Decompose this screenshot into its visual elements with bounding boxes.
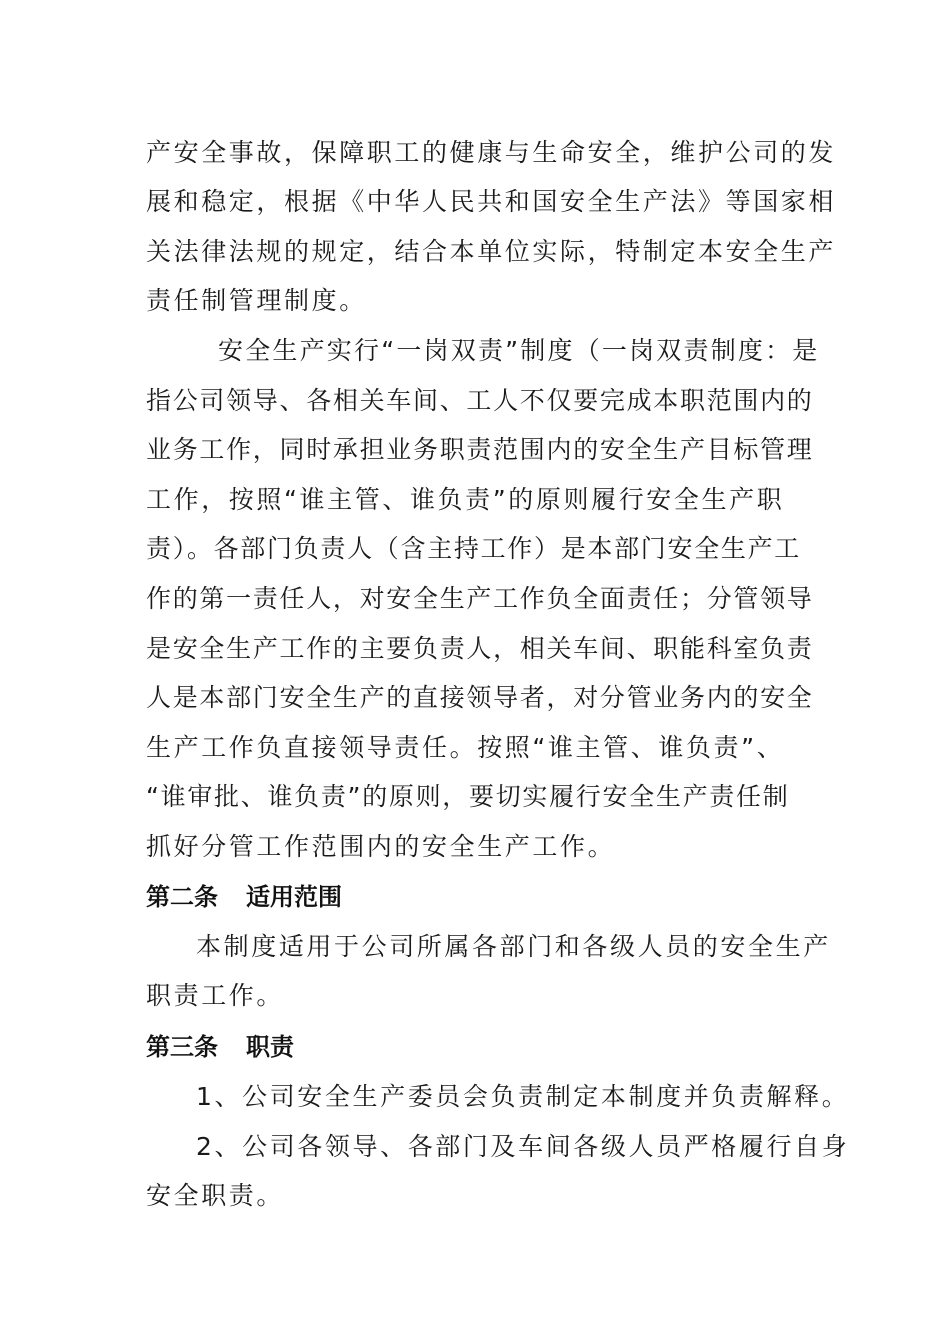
para2-line-11: 抓好分管工作范围内的安全生产工作。 [146,832,616,861]
para2-line-9: 生产工作负直接领导责任。按照“谁主管、谁负责”、 [146,733,785,762]
para2-line-5: 责）。各部门负责人（含主持工作）是本部门安全生产工 [146,534,802,563]
intro-line-3: 关法律法规的规定，结合本单位实际，特制定本安全生产 [146,237,837,266]
intro-line-1: 产安全事故，保障职工的健康与生命安全，维护公司的发 [146,138,837,167]
para2-line-1: 安全生产实行“一岗双责”制度（一岗双责制度：是 [218,336,820,365]
article3-title: 职责 [246,1033,294,1061]
para2-line-10: “谁审批、谁负责”的原则，要切实履行安全生产责任制 [146,782,790,811]
article2-heading [146,880,342,914]
para2-line-8: 人是本部门安全生产的直接领导者，对分管业务内的安全 [146,683,814,712]
para2-line-6: 作的第一责任人，对安全生产工作负全面责任；分管领导 [146,584,814,613]
article2-line-2: 职责工作。 [146,981,285,1010]
intro-line-2: 展和稳定，根据《中华人民共和国安全生产法》等国家相 [146,187,837,216]
article3-line-3: 安全职责。 [146,1181,285,1210]
article3-heading [146,1030,294,1064]
article2-number: 第二条 [146,883,218,911]
para2-line-2: 指公司领导、各相关车间、工人不仅要完成本职范围内的 [146,386,814,415]
article2-line-1: 本制度适用于公司所属各部门和各级人员的安全生产 [196,932,831,961]
para2-line-7: 是安全生产工作的主要负责人，相关车间、职能科室负责 [146,634,814,663]
para2-line-4: 工作，按照“谁主管、谁负责”的原则履行安全生产职 [146,485,785,514]
article3-line-1: 1、公司安全生产委员会负责制定本制度并负责解释。 [196,1082,850,1111]
article3-line-2: 2、公司各领导、各部门及车间各级人员严格履行自身 [196,1132,850,1161]
article2-title: 适用范围 [246,883,342,911]
intro-line-4: 责任制管理制度。 [146,286,367,315]
para2-line-3: 业务工作，同时承担业务职责范围内的安全生产目标管理 [146,435,814,464]
article3-number: 第三条 [146,1033,218,1061]
